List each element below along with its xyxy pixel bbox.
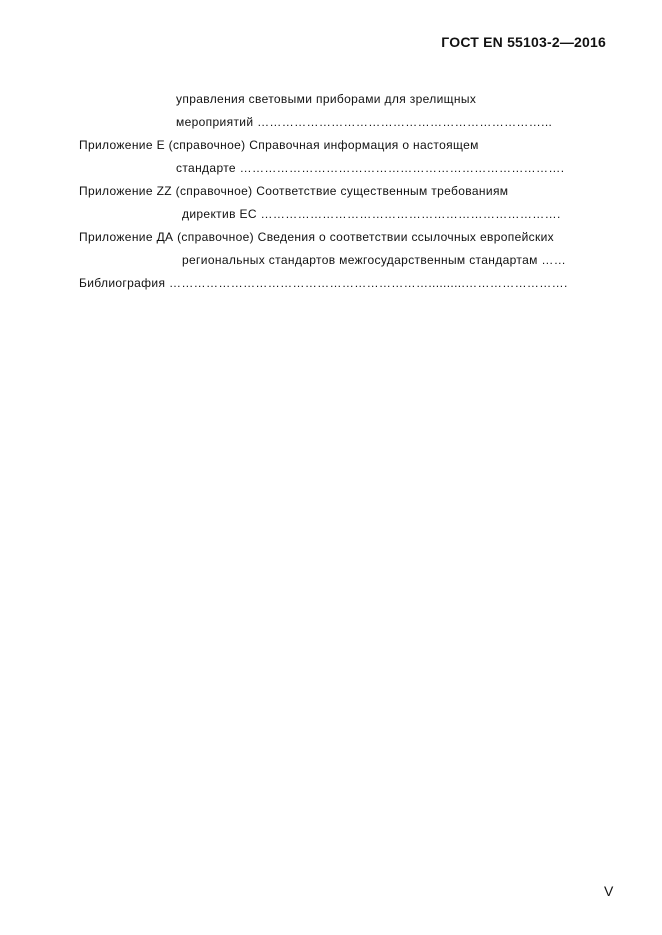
toc-line: Приложение Е (справочное) Справочная информация о настоящем: [79, 138, 479, 152]
document-code-header: ГОСТ EN 55103-2—2016: [441, 34, 606, 50]
toc-line: Библиография ………………………………………………………..........…………………….: [79, 276, 568, 290]
toc-line: мероприятий ……………………………………………………………...: [176, 115, 553, 129]
toc-line: директив ЕС ……………………………………………………………….: [182, 207, 561, 221]
toc-line: Приложение ДА (справочное) Сведения о соответствии ссылочных европейских: [79, 230, 555, 244]
toc-line: Приложение ZZ (справочное) Соответствие существенным требованиям: [79, 184, 509, 198]
page-number: V: [604, 883, 614, 899]
toc-line: стандарте …………………………………………………………………….: [176, 161, 565, 175]
toc-line: региональных стандартов межгосударственным стандартам ……: [182, 253, 567, 267]
toc-line: управления световыми приборами для зрелищных: [176, 92, 477, 106]
